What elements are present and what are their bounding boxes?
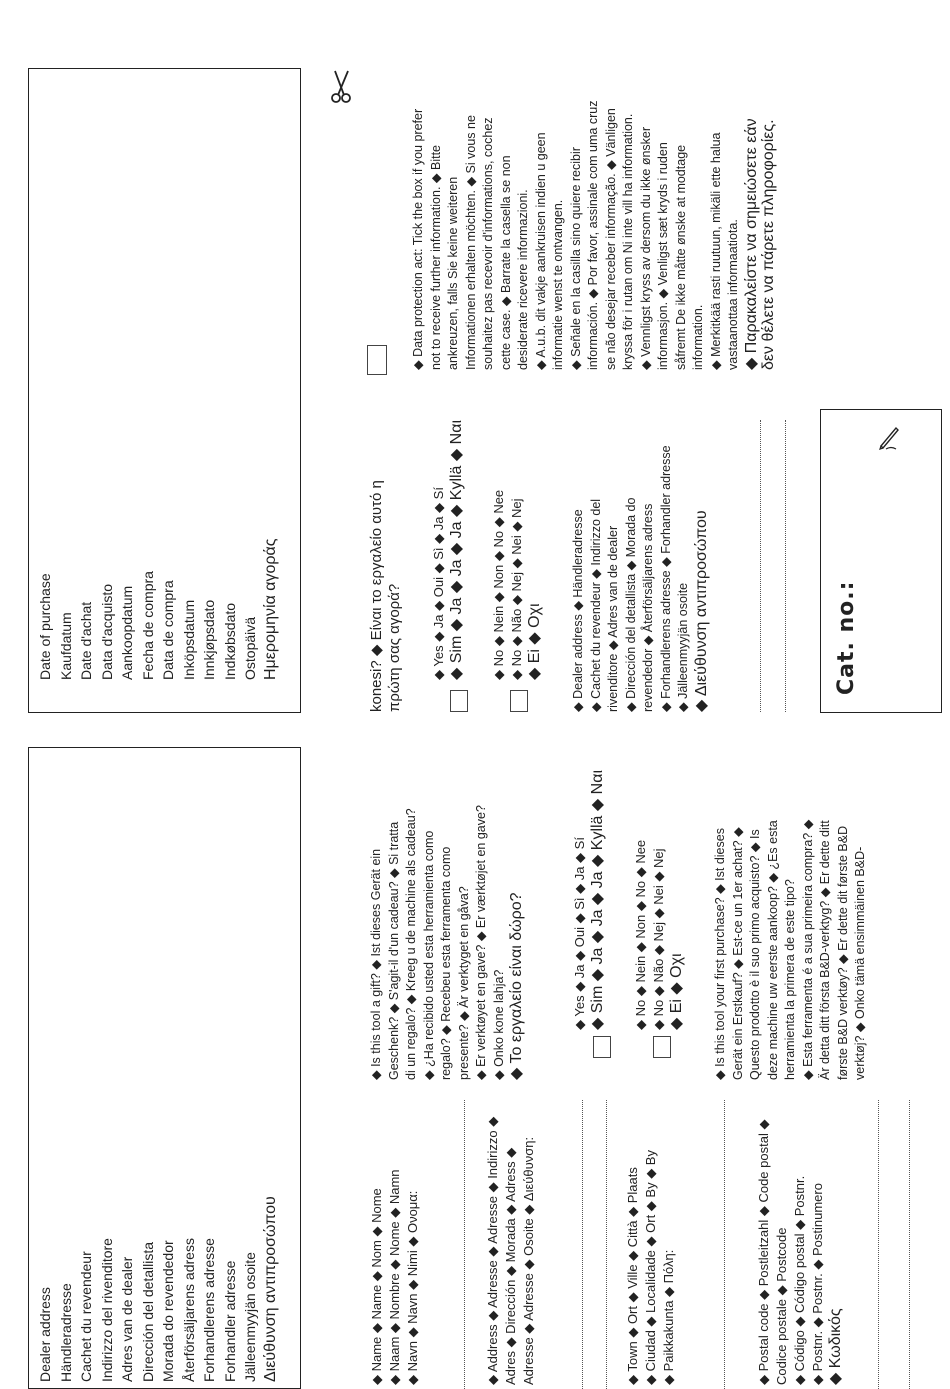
dp-line: ◆ Merkitkää rasti ruutuun, mikäli ette halua <box>708 132 723 370</box>
postal-input-line-2[interactable] <box>909 1100 910 1389</box>
question-line: ◆ Onko kone lahja? <box>491 969 506 1080</box>
dealer2-line: ◆ Jälleenmyyjän osoite <box>676 582 690 712</box>
dp-line: ◆ A.u.b. dit vakje aankruisen indien u geen <box>533 132 548 370</box>
option-line: ◆ No ◆ Nein ◆ Non ◆ No ◆ Nee <box>633 839 648 1030</box>
option-line: ◆ Ei ◆ Οχι <box>668 953 685 1030</box>
dealer-line: Dealer address <box>37 1287 53 1382</box>
address-input-line-2[interactable] <box>606 1100 607 1389</box>
dealer2-line: ◆ Διεύθυνση αντιπροσώπου <box>692 510 710 712</box>
option-line: ◆ Ei ◆ Οχι <box>526 603 543 680</box>
data-protection-text <box>410 70 778 370</box>
date-of-purchase-labels <box>35 280 281 680</box>
question-line: herramienta la primera de este tipo? <box>783 879 797 1080</box>
dealer-address-labels <box>35 742 281 1382</box>
option-line: ◆ Yes ◆ Ja ◆ Oui ◆ Sì ◆ Ja ◆ Sí <box>572 837 587 1030</box>
date-line: Fecha de compra <box>139 571 156 680</box>
dp-line: información. ◆ Por favor, assinale com uma cruz <box>586 100 600 370</box>
question-line: presente? ◆ Är verktyget en gåva? <box>456 886 471 1080</box>
dp-line: Informationen erhalten möchten. ◆ Si vous ne <box>463 115 478 370</box>
first-no-checkbox[interactable] <box>510 690 528 712</box>
dp-line: information. <box>691 304 705 370</box>
dp-line: δεν θέλετε να πάρετε πληροφορίες. <box>760 119 777 370</box>
question-line: verktøj? ◆ Onko tämä ensimmäinen B&D- <box>853 846 867 1080</box>
option-line: ◆ No ◆ Não ◆ Nej ◆ Nei ◆ Nej <box>651 848 666 1030</box>
question-line: ◆ Er verktøyet en gave? ◆ Er værktøjet en gave? <box>474 805 488 1080</box>
field-line: Adres ◆ Dirección ◆ Morada ◆ Adress ◆ <box>503 1147 518 1385</box>
first-yes-checkbox[interactable] <box>450 690 468 712</box>
dp-line: kryssa för i rutan om Ni inte vill ha information. <box>621 113 635 370</box>
dp-line: desiderate ricevere informazioni. <box>516 189 530 370</box>
date-line: Indkøbsdato <box>221 602 238 680</box>
dp-line: cette case. ◆ Barrate la casella se non <box>498 155 513 370</box>
option-line: ◆ No ◆ Nein ◆ Non ◆ No ◆ Nee <box>491 489 506 680</box>
first-no-options <box>490 410 544 680</box>
date-line: Date d'achat <box>78 601 94 680</box>
town-input-line[interactable] <box>724 1100 725 1389</box>
dp-line: såfremt De ikke måtte ønske at modtage <box>673 144 688 370</box>
question-line: di un regalo? ◆ Kreeg u de machine als cadeau? <box>404 808 418 1080</box>
dealer-line: Indirizzo del rivenditore <box>98 1238 115 1382</box>
question-line: Questo prodotto è il suo primo acquisto? ◆ Is <box>748 829 762 1080</box>
dealer-address-input-line[interactable] <box>760 420 761 712</box>
address-input-line[interactable] <box>582 1100 583 1389</box>
name-field-label <box>368 1085 422 1385</box>
question-line: konesi? ◆ Είναι το εργαλείο αυτό η <box>368 480 385 712</box>
dealer-line: Återförsäljarens adress <box>180 1238 197 1382</box>
question-line: ◆ ¿Ha recibido usted esta herramienta como <box>421 830 436 1080</box>
dp-line: ◆ Παρακαλείστε να σημειώσετε εάν <box>742 118 760 370</box>
question-line: ◆ Το εργαλείο είναι δώρο? <box>508 892 525 1080</box>
question-line: Geschenk? ◆ S'agit-il d'un cadeau? ◆ Si tratta <box>386 821 401 1080</box>
pen-icon <box>878 422 900 450</box>
question-line: ◆ Esta ferramenta é a sua primeira compra? ◆ <box>800 819 815 1080</box>
field-line: Adresse ◆ Adresse ◆ Osoite ◆ Διεύθυνση: <box>521 1136 536 1385</box>
town-field-label <box>624 1085 678 1385</box>
dealer2-line: ◆ Dealer address ◆ Händleradresse <box>571 509 585 712</box>
option-line: ◆ Yes ◆ Ja ◆ Oui ◆ Sì ◆ Ja ◆ Sí <box>431 487 446 680</box>
dp-line: informasjon. ◆ Venligst sæt kryds i ruden <box>656 142 670 370</box>
date-line: Date of purchase <box>37 573 53 680</box>
field-line: ◆ Paikkakunta ◆ Πόλη: <box>661 1249 676 1385</box>
first-purchase-question-cont <box>368 412 403 712</box>
question-line: πρώτη σας αγορά? <box>385 583 403 712</box>
postal-input-line[interactable] <box>878 1100 879 1389</box>
option-line: ◆ Sim ◆ Ja ◆ Ja ◆ Ja ◆ Kyllä ◆ Ναι <box>448 419 465 680</box>
date-line: Innkjøpsdato <box>201 599 217 680</box>
field-line: ◆ Ciudad ◆ Localidade ◆ Ort ◆ By ◆ By <box>643 1150 658 1385</box>
field-line: ◆ Código ◆ Código postal ◆ Postnr. <box>792 1175 807 1385</box>
data-protection-checkbox[interactable] <box>367 345 387 375</box>
dealer-line: Jälleenmyyjän osoite <box>242 1252 258 1382</box>
dealer-line: Cachet du revendeur <box>78 1251 94 1382</box>
question-line: deze machine uw eerste aankoop? ◆ ¿Es esta <box>765 820 780 1080</box>
date-line: Data de compra <box>160 580 176 680</box>
scissors-icon <box>330 68 354 104</box>
question-line: ◆ Is this tool a gift? ◆ Ist dieses Gerät ein <box>369 848 383 1080</box>
option-line: ◆ Sim ◆ Ja ◆ Ja ◆ Ja ◆ Kyllä ◆ Ναι <box>589 769 606 1030</box>
cat-no-label: Cat. no.: <box>834 580 859 695</box>
dealer-line: Morada do revendedor <box>160 1240 176 1382</box>
dp-line: ankreuzen, falls Sie keine weiteren <box>446 176 460 370</box>
field-line: ◆ Navn ◆ Navn ◆ Nimi ◆ Ονομα: <box>405 1190 420 1385</box>
dealer-address-2-label <box>570 412 710 712</box>
dealer-line: Händleradresse <box>57 1283 74 1382</box>
field-line: ◆ Name ◆ Name ◆ Nom ◆ Nome <box>369 1188 384 1385</box>
dealer2-line: ◆ Cachet du revendeur ◆ Indirizzo del <box>588 498 603 712</box>
dp-line: informatie wenst te ontvangen. <box>551 199 565 370</box>
date-line: Aankoopdatum <box>119 585 135 680</box>
date-line: Ostopäivä <box>242 616 258 680</box>
question-line: regalo? ◆ Recebeu esta ferramenta como <box>439 846 453 1080</box>
dealer2-line: ◆ Dirección del detallista ◆ Morada do <box>623 497 638 712</box>
date-line: Kaufdatum <box>57 612 74 680</box>
field-line: ◆ Postal code ◆ Postleitzahl ◆ Code postal ◆ <box>756 1119 771 1385</box>
dp-line: ◆ Señale en la casilla sino quiere recibir <box>568 147 583 370</box>
first-yes-options <box>430 410 466 680</box>
dp-line: souhaitez pas recevoir d'informations, cochez <box>481 117 495 370</box>
dp-line: vastaanottaa informaatiota. <box>726 219 740 370</box>
date-line: Ημερομηνία αγοράς <box>261 538 279 680</box>
option-line: ◆ No ◆ Não ◆ Nej ◆ Nei ◆ Nej <box>509 498 524 680</box>
dealer-address-input-line-2[interactable] <box>785 420 786 712</box>
dealer-line: Forhandler adresse <box>221 1260 238 1382</box>
gift-no-options <box>632 780 686 1030</box>
field-line: ◆ Postnr. ◆ Postnr. ◆ Postinumero <box>810 1183 825 1385</box>
address-field-label <box>484 1085 538 1385</box>
dp-line: ◆ Vennligst kryss av dersom du ikke ønsker <box>638 126 653 370</box>
name-input-line[interactable] <box>464 1100 465 1389</box>
dp-line: not to receive further information. ◆ Bitte <box>428 145 443 370</box>
field-line: Codice postale ◆ Postcode <box>774 1227 789 1385</box>
gift-no-checkbox[interactable] <box>653 1036 671 1058</box>
dealer-line: Dirección del detallista <box>139 1241 156 1382</box>
question-line: ◆ Is this tool your first purchase? ◆ Ist dieses <box>713 828 727 1080</box>
dp-line: se não desejar receber informação. ◆ Vänligen <box>603 108 618 370</box>
dealer-line: Adres van de dealer <box>119 1256 135 1382</box>
dealer-line: Forhandlerens adresse <box>201 1238 217 1382</box>
gift-yes-checkbox[interactable] <box>593 1036 611 1058</box>
field-line: ◆ Address ◆ Adresse ◆ Adresse ◆ Indirizzo ◆ <box>485 1116 500 1385</box>
dealer2-line: ◆ Forhandlerens adresse ◆ Forhandler adresse <box>658 445 673 712</box>
postal-field-label <box>755 1085 845 1385</box>
date-line: Inköpsdatum <box>180 599 197 680</box>
date-line: Data d'acquisto <box>98 583 115 680</box>
dealer2-line: rivenditore ◆ Adres van de dealer <box>606 525 620 712</box>
field-line: ◆ Town ◆ Ort ◆ Ville ◆ Città ◆ Plaats <box>625 1167 640 1385</box>
gift-question <box>368 740 526 1080</box>
gift-yes-options <box>571 769 607 1030</box>
dealer2-line: revendedor ◆ Återförsäljarens adress <box>641 503 655 712</box>
question-line: Gerät ein Erstkauf? ◆ Est-ce un 1er achat? ◆ <box>730 827 745 1080</box>
question-line: Är detta ditt första B&D-verktyg? ◆ Er dette ditt <box>818 820 832 1080</box>
first-purchase-question <box>712 740 870 1080</box>
dp-line: ◆ Data protection act: Tick the box if you prefer <box>411 108 425 370</box>
question-line: første B&D verktøy? ◆ Er dette dit første B&D <box>835 825 850 1080</box>
field-line: ◆ Κωδικός <box>827 1308 844 1385</box>
dealer-line: Διεύθυνση αντιπροσώπου <box>261 1196 279 1382</box>
field-line: ◆ Naam ◆ Nombre ◆ Nome ◆ Namn <box>387 1169 402 1385</box>
